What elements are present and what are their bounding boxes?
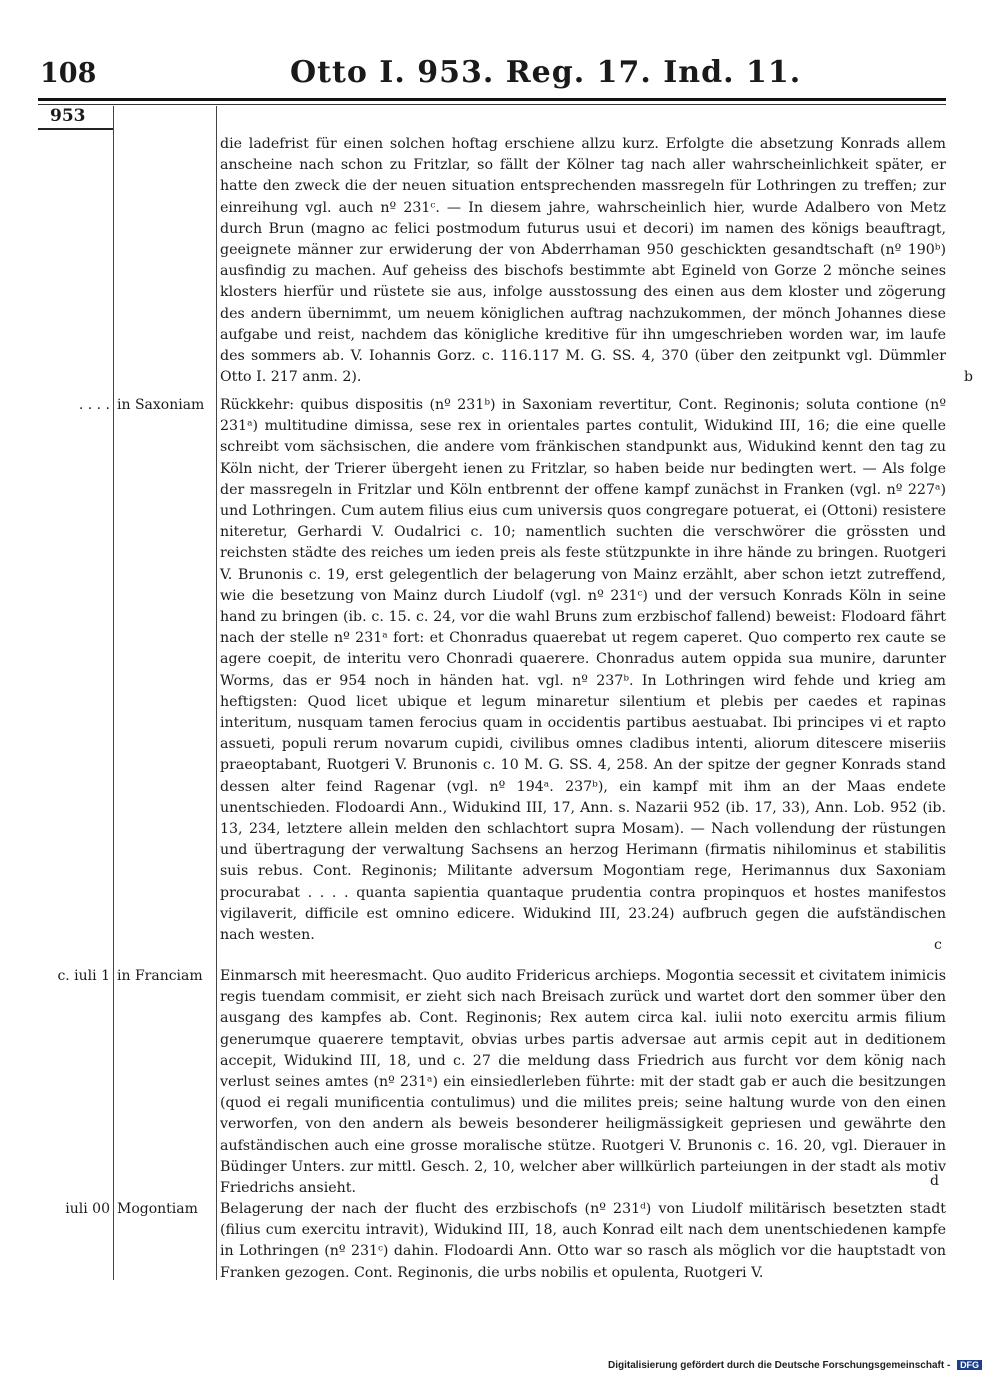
footer-text: Digitalisierung gefördert durch die Deutsche Forschungsgemeinschaft -: [608, 1360, 951, 1371]
entry-text: Rückkehr: quibus dispositis (nº 231ᵇ) in Saxoniam revertitur, Cont. Reginonis; soluta contione (nº 231ᵃ) multitudine dimissa, sese rex in orientales partes contulit, Widukind III, 16; die eine quelle schreibt vom sächsischen, die andere vom fränkischen standpunkt aus, Widukind kennt den tag zu Köln nicht, der Trierer übergeht ienen zu Fritzlar, so haben beide nur bedingten wert. — Als folge der massregeln in Fritzlar und Köln entbrennt der offene kampf zunächst in Franken (vgl. nº 227ᵃ) und Lothringen. Cum autem filius eius cum universis quos congregare potuerat, ei (Ottoni) resistere niteretur, Gerhardi V. Oudalrici c. 10; namentlich suchten die verschwörer die grössten und reichsten städte des reiches um ieden preis als feste stützpunkte in ihre hände zu bringen. Ruotgeri V. Brunonis c. 19, erst gelegentlich der belagerung von Mainz erzählt, aber schon ietzt zutreffend, wie die besetzung von Mainz durch Liudolf (vgl. nº 231ᶜ) und der versuch Konrads Köln in seine hand zu bringen (ib. c. 15. c. 24, vor die wahl Bruns zum erzbischof fallend) beweist: Flodoard fährt nach der stelle nº 231ᵃ fort: et Chonradus quaerebat ut regem caperet. Quo comperto rex caute se agere coepit, de interitu vero Chonradi quaerere. Chonradus autem oppida sua munire, darunter Worms, das er 954 noch in händen hat. vgl. nº 237ᵇ. In Lothringen wird fehde und krieg am heftigsten: Quod licet ubique et legum minaretur silentium et plebis per caedes et rapinas interitum, nusquam tamen ferocius quam in occidentis partibus aestuabat. Ibi principes vi et rapto assueti, populi rerum novarum cupidi, civilibus omnes cladibus intenti, aliorum ditescere miseriis praeoptabant, Ruotgeri V. Brunonis c. 10 M. G. SS. 4, 258. An der spitze der gegner Konrads stand dessen alter feind Ragenar (vgl. nº 194ᵃ. 237ᵇ), ein kampf mit ihm an der Maas endete unentschieden. Flodoardi Ann., Widukind III, 17, Ann. s. Nazarii 952 (ib. 17, 33), Ann. Lob. 952 (ib. 13, 234, letztere allein melden den schlachtort supra Mosam). — Nach vollendung der rüstungen und übertragung der verwaltung Sachsens an herzog Herimann (firmatis nihilominus et stabilitis suis rebus. Cont. Reginonis; Militante adversum Mogontiam rege, Herimannus dux Saxoniam procurabat . . . . quanta sapientia quantaque prudentia contra propinquos et hostes manifestos vigilaverit, difficile est omnino edicere. Widukind III, 23.24) aufbruch gegen die aufständischen nach westen.: [220, 397, 946, 944]
entry-date: c. iuli 1: [57, 968, 110, 984]
entry-letter: d: [930, 1173, 939, 1189]
column-divider-place: [216, 106, 217, 1280]
entry-letter: b: [964, 369, 973, 385]
dfg-logo-icon: DFG: [957, 1360, 982, 1370]
entry-text: die ladefrist für einen solchen hoftag erschiene allzu kurz. Erfolgte die absetzung Konrads allem anscheine nach schon zu Fritzlar, so fällt der Kölner tag nach aller wahrscheinlichkeit später, er hatte den zweck die der neuen situation entsprechenden massregeln für Lothringen zu treffen; zur einreihung vgl. auch nº 231ᶜ. — In diesem jahre, wahrscheinlich hier, wurde Adalbero von Metz durch Brun (magno ac felici postmodum futurus usui et decori) im namen des königs beauftragt, geeignete männer zur erwiderung der von Abderrhaman 950 geschickten gesandtschaft (nº 190ᵇ) ausfindig zu machen. Auf geheiss des bischofs bestimmte abt Egineld von Gorze 2 mönche seines klosters hierfür und rüstete sie aus, infolge ausstossung des einen aus dem kloster und zögerung des andern übernimmt, um neuem königlichen auftrag nachzukommen, der mönch Johannes diese aufgabe und reist, nachdem das königliche kreditive für ihn umgeschrieben worden war, im laufe des sommers ab. V. Iohannis Gorz. c. 116.117 M. G. SS. 4, 370 (über den zeitpunkt vgl. Dümmler Otto I. 217 anm. 2).: [220, 136, 946, 386]
entry-date: . . . .: [78, 397, 110, 413]
entry-place: in Saxoniam: [117, 397, 205, 413]
header-subrule: [38, 104, 946, 105]
running-head: Otto I. 953. Reg. 17. Ind. 11.: [290, 55, 802, 90]
entry-text: Einmarsch mit heeresmacht. Quo audito Fridericus archieps. Mogontia secessit et civitatem inimicis regis tuendam commisit, er zieht sich nach Breisach zurück und wartet dort den sommer über den ausgang des kampfes ab. Cont. Reginonis; Rex autem circa kal. iulii noto exercitu armis filium generumque quaerere temptavit, obvias urbes partis adversae aut armis cepit aut in deditionem accepit, Widukind III, 18, und c. 27 die meldung dass Friedrich aus furcht vor dem könig nach verlust seines amtes (nº 231ᵃ) ein einsiedlerleben führte: mit der stadt gab er auch die besitzungen (quod ei regali munificentia contulimus) und die milites preis; seine haltung wurde von den einen verworfen, von den andern als beweis besonderer heiligmässigkeit gepriesen und gewährte den aufständischen auch eine grosse moralische stütze. Ruotgeri V. Brunonis c. 16. 20, vgl. Dierauer in Büdinger Unters. zur mittl. Gesch. 2, 10, welcher aber willkürlich parteiungen in der stadt als motiv Friedrichs ansieht.: [220, 968, 946, 1197]
entry-date: iuli 00: [65, 1201, 110, 1217]
year-label: 953: [50, 106, 86, 126]
header-rule: [38, 98, 946, 101]
page-number: 108: [40, 58, 97, 89]
entry-place: in Franciam: [117, 968, 203, 984]
entry-letter: c: [934, 937, 942, 953]
entry-place: Mogontiam: [117, 1201, 198, 1217]
column-divider-date: [113, 106, 114, 1280]
year-underline: [38, 128, 113, 130]
digitization-footer: [608, 1360, 982, 1371]
entry-text: Belagerung der nach der flucht des erzbischofs (nº 231ᵈ) von Liudolf militärisch besetzten stadt (filius cum exercitu intravit), Widukind III, 18, auch Konrad eilt nach dem unentschiedenen kampfe in Lothringen (nº 231ᶜ) dahin. Flodoardi Ann. Otto war so rasch als möglich vor die hauptstadt von Franken gezogen. Cont. Reginonis, die urbs nobilis et opulenta, Ruotgeri V.: [220, 1201, 946, 1281]
